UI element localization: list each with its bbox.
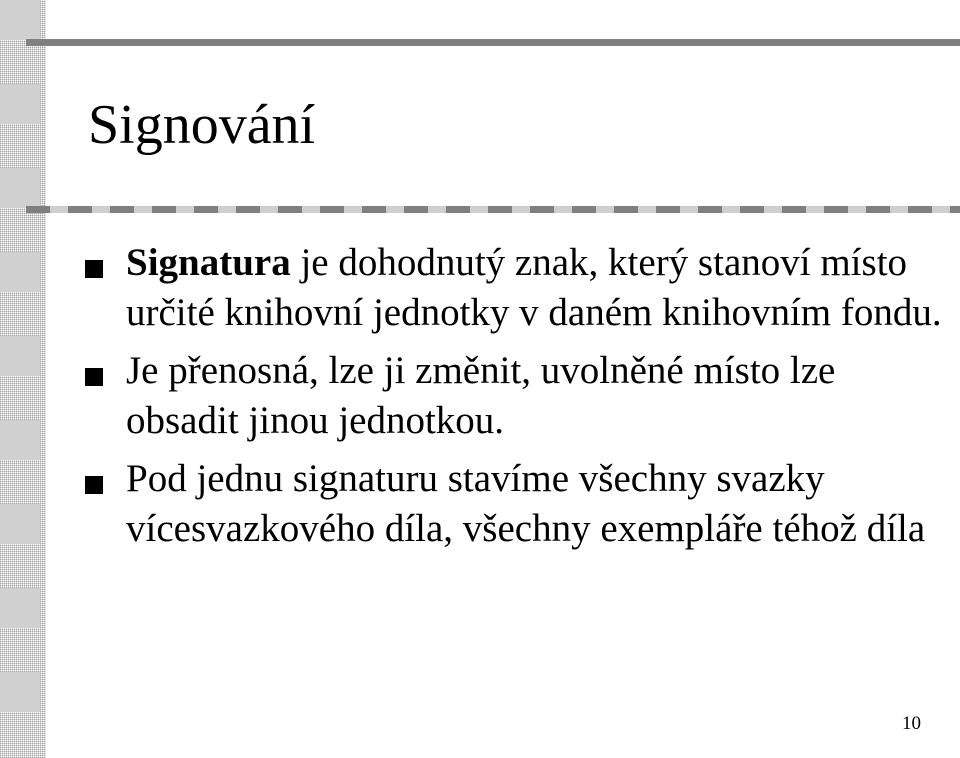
- bullet-item: [85, 454, 945, 554]
- strip-block: [0, 504, 40, 544]
- bullet-item: [85, 238, 945, 338]
- bullet-text: je dohodnutý znak, který stanoví místo určité knihovní jednotky v daném knihovním fondu.: [126, 241, 942, 334]
- bullet-item: [85, 346, 945, 446]
- bullet-lead: Signatura: [126, 241, 291, 284]
- top-divider: [26, 39, 960, 46]
- square-bullet-icon: [85, 260, 103, 278]
- bullet-list: [85, 238, 945, 562]
- strip-block: [0, 84, 40, 124]
- strip-block: [0, 672, 40, 712]
- square-bullet-icon: [85, 476, 103, 494]
- strip-block: [0, 588, 40, 628]
- square-bullet-icon: [85, 368, 103, 386]
- strip-block: [0, 0, 40, 40]
- strip-block: [0, 252, 40, 292]
- decorative-side-strip: [0, 0, 46, 758]
- title-divider: [26, 206, 960, 213]
- strip-block: [0, 420, 40, 460]
- page-number: 10: [902, 713, 921, 734]
- slide-title: Signování: [88, 94, 316, 156]
- bullet-text: Je přenosná, lze ji změnit, uvolněné místo lze obsadit jinou jednotkou.: [126, 349, 836, 442]
- bullet-text: Pod jednu signaturu stavíme všechny svazky vícesvazkového díla, všechny exempláře téhož díla: [126, 457, 926, 550]
- strip-block: [0, 168, 40, 208]
- strip-block: [0, 336, 40, 376]
